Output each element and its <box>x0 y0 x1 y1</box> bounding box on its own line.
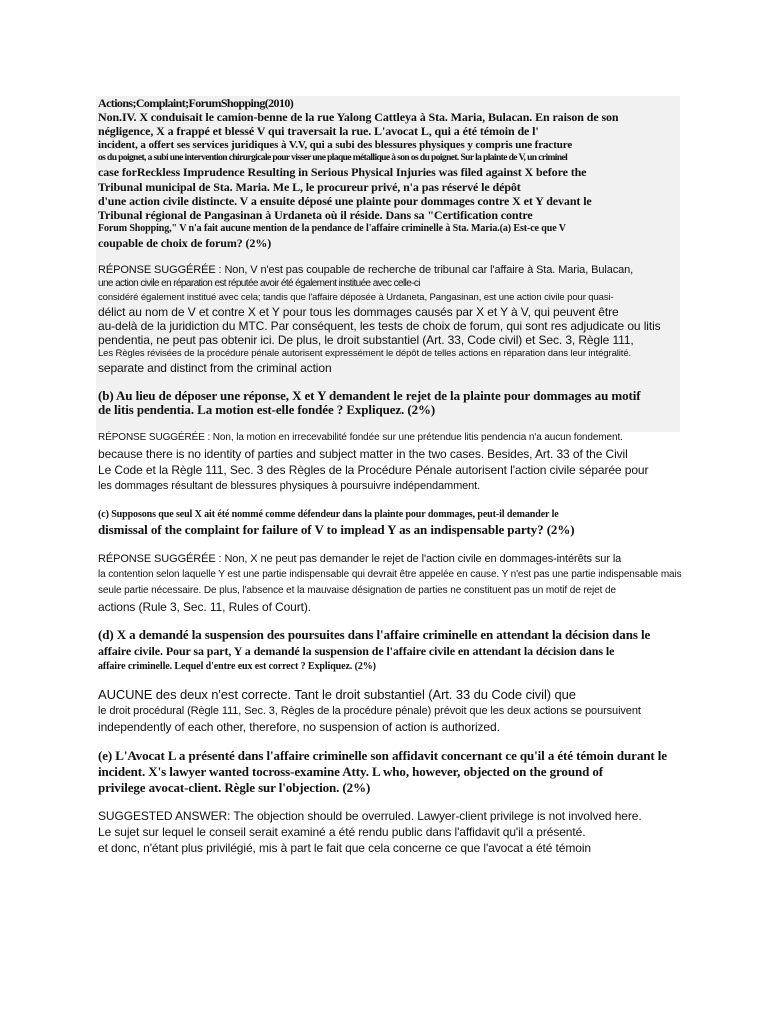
answer-line: une action civile en réparation est réputée avoir été également instituée avec celle-ci <box>98 278 420 289</box>
question-line: affaire criminelle. Lequel d'entre eux est correct ? Expliquez. (2%) <box>98 661 376 672</box>
question-line: privilege avocat-client. Règle sur l'objection. (2%) <box>98 780 371 795</box>
answer-line: RÉPONSE SUGGÉRÉE : Non, la motion en irrecevabilité fondée sur une prétendue litis pendencia n'a aucun fondement. <box>98 432 623 443</box>
question-line: négligence, X a frappé et blessé V qui traversait la rue. L'avocat L, qui a été témoin de l' <box>98 124 539 138</box>
question-line: d'une action civile distincte. V a ensuite déposé une plainte pour dommages contre X et Y devant le <box>98 194 592 208</box>
answer-line: independently of each other, therefore, no suspension of action is authorized. <box>98 720 500 734</box>
answer-line: actions (Rule 3, Sec. 11, Rules of Court). <box>98 600 312 614</box>
answer-line: RÉPONSE SUGGÉRÉE : Non, V n'est pas coupable de recherche de tribunal car l'affaire à Sta. Maria, Bulacan, <box>98 264 634 276</box>
question-line: incident. X's lawyer wanted tocross-examine Atty. L who, however, objected on the ground of <box>98 764 603 779</box>
question-line: Tribunal municipal de Sta. Maria. Me L, le procureur privé, n'a pas réservé le dépôt <box>98 180 521 194</box>
answer-line: les dommages résultant de blessures physiques à poursuivre indépendamment. <box>98 480 481 492</box>
question-line: coupable de choix de forum? (2%) <box>98 236 272 250</box>
answer-line: considéré également institué avec cela; tandis que l'affaire déposée à Urdaneta, Pangasinan, est une action civile pour quasi- <box>98 292 614 303</box>
question-line: os du poignet, a subi une intervention chirurgicale pour visser une plaque métallique à son os du poignet. Sur la plainte de V, un criminel <box>98 153 568 163</box>
answer-line: au-delà de la juridiction du MTC. Par conséquent, les tests de choix de forum, qui sont res adjudicate ou litis <box>98 319 661 333</box>
answer-line: Le sujet sur lequel le conseil serait examiné a été rendu public dans l'affidavit qu'il a présenté. <box>98 825 586 839</box>
answer-line: Les Règles révisées de la procédure pénale autorisent expressément le dépôt de telles actions en réparation dans leur intégralité. <box>98 348 632 359</box>
question-line: (e) L'Avocat L a présenté dans l'affaire criminelle son affidavit concernant ce qu'il a été témoin durant le <box>98 748 667 763</box>
question-line: (c) Supposons que seul X ait été nommé comme défendeur dans la plainte pour dommages, peut-il demander le <box>98 509 559 520</box>
question-line: Non.IV. X conduisait le camion-benne de la rue Yalong Cattleya à Sta. Maria, Bulacan. En raison de son <box>98 110 619 124</box>
answer-line: pendentia, ne peut pas obtenir ici. De plus, le droit substantiel (Art. 33, Code civil) et Sec. 3, Règle 111, <box>98 333 634 347</box>
answer-line: délict au nom de V et contre X et Y pour tous les dommages causés par X et Y à V, qui peuvent être <box>98 305 619 319</box>
question-line: Tribunal régional de Pangasinan à Urdaneta où il réside. Dans sa "Certification contre <box>98 208 533 222</box>
answer-line: Le Code et la Règle 111, Sec. 3 des Règles de la Procédure Pénale autorisent l'action civile séparée pour <box>98 463 649 477</box>
question-line: (d) X a demandé la suspension des poursuites dans l'affaire criminelle en attendant la décision dans le <box>98 627 651 642</box>
answer-line: le droit procédural (Règle 111, Sec. 3, Règles de la procédure pénale) prévoit que les deux actions se poursuivent <box>98 705 641 717</box>
answer-line: because there is no identity of parties and subject matter in the two cases. Besides, Art. 33 of the Civil <box>98 447 628 461</box>
answer-line: SUGGESTED ANSWER: The objection should be overruled. Lawyer-client privilege is not involved here. <box>98 809 642 823</box>
question-line: (b) Au lieu de déposer une réponse, X et Y demandent le rejet de la plainte pour dommages au motif <box>98 388 641 403</box>
question-line: affaire civile. Pour sa part, Y a demandé la suspension de l'affaire civile en attendant la décision dans le <box>98 644 615 658</box>
question-line: Forum Shopping," V n'a fait aucune mention de la pendance de l'affaire criminelle à Sta. Maria.(a) Est-ce que V <box>98 223 566 234</box>
question-line: dismissal of the complaint for failure of V to implead Y as an indispensable party? (2%) <box>98 522 575 537</box>
answer-line: AUCUNE des deux n'est correcte. Tant le droit substantiel (Art. 33 du Code civil) que <box>98 687 576 702</box>
doc-heading: Actions;Complaint;ForumShopping(2010) <box>98 96 294 110</box>
answer-line: RÉPONSE SUGGÉRÉE : Non, X ne peut pas demander le rejet de l'action civile en dommages-intérêts sur la <box>98 553 622 565</box>
answer-line: et donc, n'étant plus privilégié, mis à part le fait que cela concerne ce que l'avocat a été témoin <box>98 841 591 855</box>
answer-line: separate and distinct from the criminal action <box>98 361 332 375</box>
answer-line: la contention selon laquelle Y est une partie indispensable qui devrait être appelée en cause. Y n'est pas une partie indispensable mais <box>98 569 682 580</box>
question-line: de litis pendentia. La motion est-elle fondée ? Expliquez. (2%) <box>98 402 436 417</box>
question-line: case forReckless Imprudence Resulting in Serious Physical Injuries was filed against X before the <box>98 165 587 179</box>
question-line: incident, a offert ses services juridiques à V.V, qui a subi des blessures physiques y compris une fracture <box>98 139 573 151</box>
answer-line: seule partie nécessaire. De plus, l'absence et la mauvaise désignation de parties ne constituent pas un motif de rejet de <box>98 585 616 596</box>
